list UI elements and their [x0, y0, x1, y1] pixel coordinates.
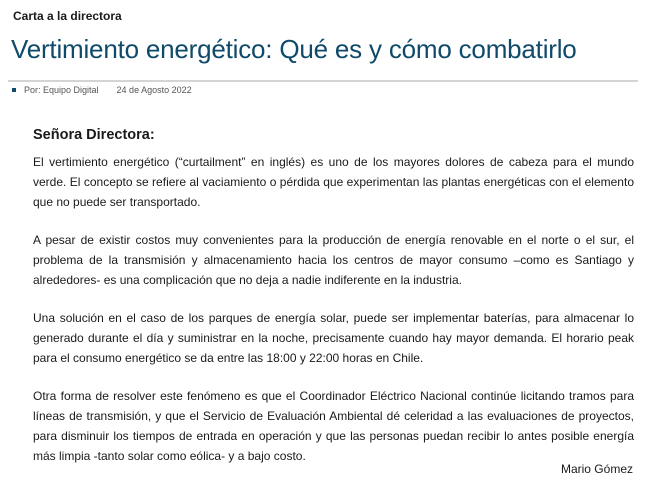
article-meta — [12, 85, 192, 95]
article-title: Vertimiento energético: Qué es y cómo combatirlo — [11, 34, 577, 64]
publish-date: 24 de Agosto 2022 — [116, 85, 192, 95]
letter-signature: Mario Gómez — [560, 462, 633, 476]
bullet-icon — [12, 88, 16, 92]
letter-body — [33, 126, 634, 484]
title-divider — [8, 80, 638, 82]
letter-salutation: Señora Directora: — [33, 127, 155, 143]
letter-paragraph: A pesar de existir costos muy convenientes para la producción de energía renovable en el norte o el sur, el problema de la transmisión y almacenamiento hacia los centros de mayor consumo –como es Santiago y alrededores- es una complicación que no deja a nadie indiferente en la industria. — [33, 233, 634, 287]
author-byline: Por: Equipo Digital — [24, 85, 99, 95]
section-label[interactable]: Carta a la directora — [13, 9, 122, 23]
letter-paragraph: Una solución en el caso de los parques de energía solar, puede ser implementar baterías, para almacenar lo generado durante el día y suministrar en la noche, precisamente cuando hay mayor demanda. El horario peak para el consumo energético se da entre las 18:00 y 22:00 horas en Chile. — [33, 311, 634, 365]
letter-paragraph: El vertimiento energético (“curtailment” en inglés) es uno de los mayores dolores de cabeza para el mundo verde. El concepto se refiere al vaciamiento o pérdida que experimentan las plantas energéticas con el elemento que no puede ser transportado. — [33, 155, 634, 209]
letter-paragraph: Otra forma de resolver este fenómeno es que el Coordinador Eléctrico Nacional continúe licitando tramos para líneas de transmisión, y que el Servicio de Evaluación Ambiental dé celeridad a las evaluaciones de proyectos, para disminuir los tiempos de entrada en operación y que las personas puedan recibir lo antes posible energía más limpia -tanto solar como eólica- y a bajo costo. — [33, 389, 634, 463]
